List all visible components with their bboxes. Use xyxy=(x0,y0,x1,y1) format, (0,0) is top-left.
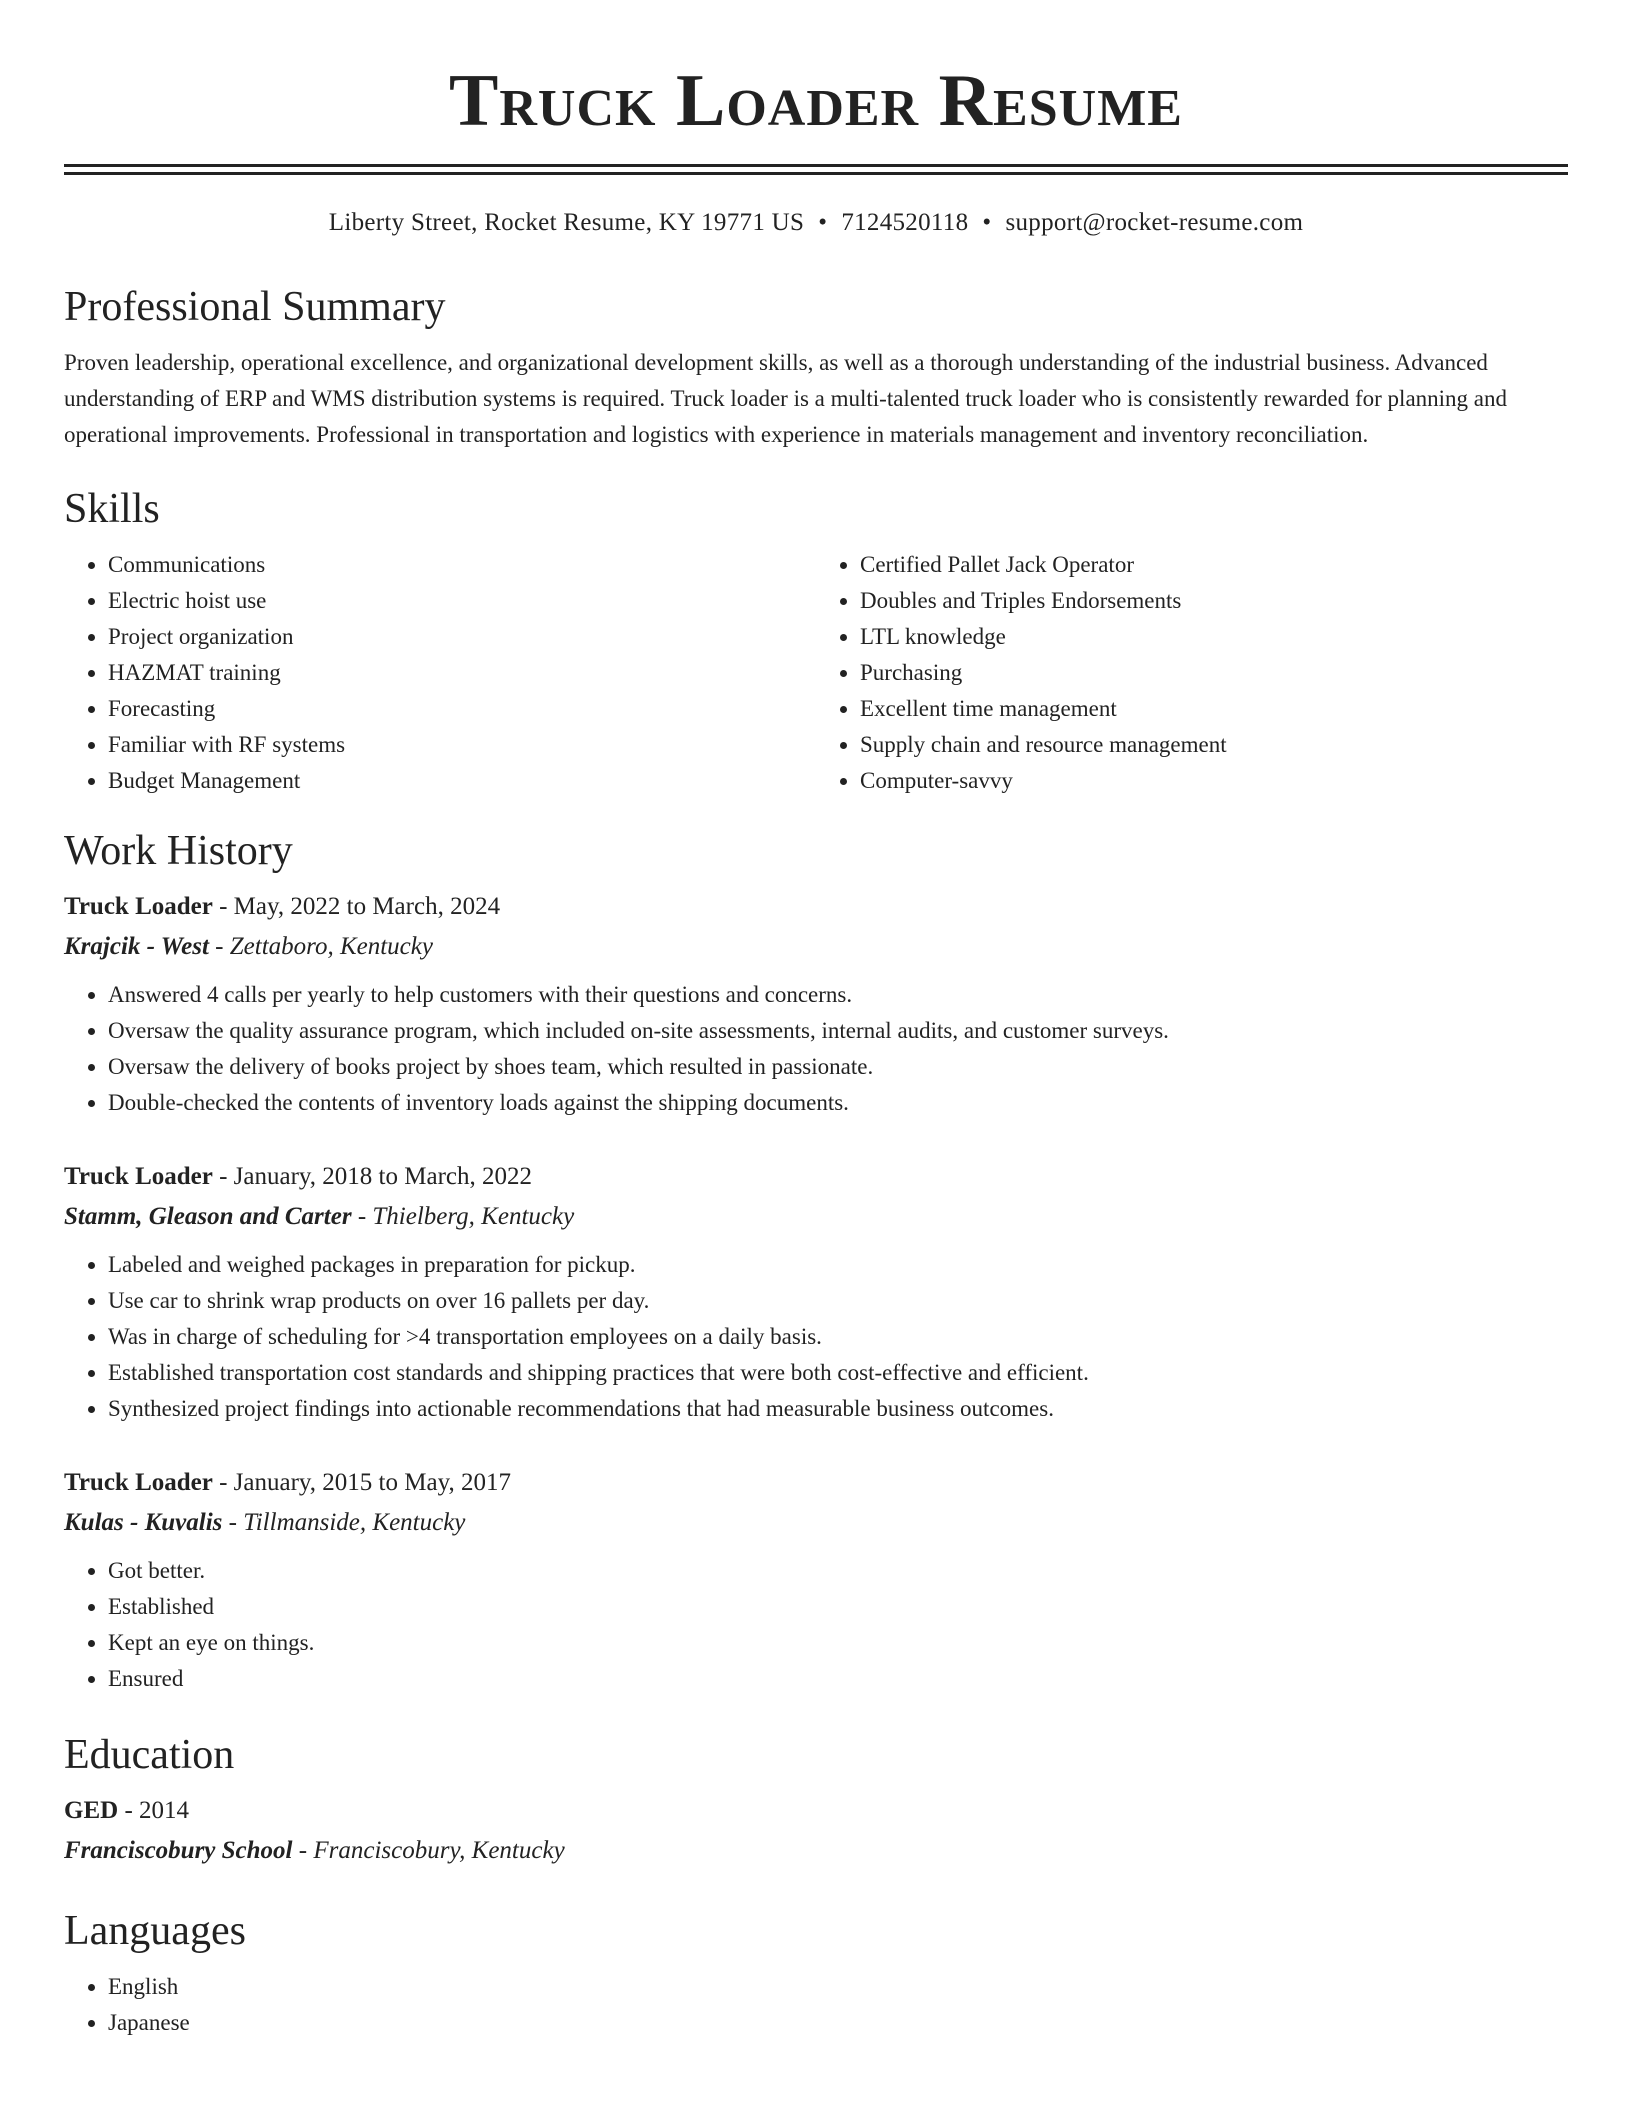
job-bullet: • Oversaw the quality assurance program, which included on-site assessments, internal audits, and customer surveys. xyxy=(108,1013,1568,1049)
job-bullet: • Synthesized project findings into actionable recommendations that had measurable business outcomes. xyxy=(108,1391,1568,1427)
skill-item: • Purchasing xyxy=(860,655,1568,691)
job-dates: January, 2015 to May, 2017 xyxy=(233,1469,511,1496)
job-bullets xyxy=(64,977,1568,1121)
job-bullet: • Was in charge of scheduling for >4 transportation employees on a daily basis. xyxy=(108,1319,1568,1355)
job-company: Stamm, Gleason and Carter xyxy=(64,1203,352,1230)
job-bullet: • Established xyxy=(108,1589,1568,1625)
skills-list-left xyxy=(64,547,816,799)
job-bullet: • Got better. xyxy=(108,1553,1568,1589)
job-company-line: Krajcik - West - Zettaboro, Kentucky xyxy=(64,933,433,960)
skills-grid xyxy=(64,547,1568,799)
contact-line xyxy=(64,207,1568,239)
languages-list xyxy=(64,1969,1568,2041)
job-title: Truck Loader xyxy=(64,1469,213,1496)
skill-item: • Computer-savvy xyxy=(860,763,1568,799)
job-entry xyxy=(64,887,1568,1121)
job-title-line: Truck Loader - January, 2018 to March, 2022 xyxy=(64,1163,532,1190)
skill-item: • Forecasting xyxy=(108,691,816,727)
job-bullet: • Oversaw the delivery of books project by shoes team, which resulted in passionate. xyxy=(108,1049,1568,1085)
job-dates: January, 2018 to March, 2022 xyxy=(233,1163,532,1190)
education-school-line: Franciscobury School - Franciscobury, Kentucky xyxy=(64,1837,565,1864)
summary-text: Proven leadership, operational excellence, and organizational development skills, as well as a thorough understanding of the industrial business. Advanced understanding of ERP and WMS distribution systems is required. Truck loader is a multi-talented truck loader who is consistently rewarded for planning and operational improvements. Professional in transportation and logistics with experience in materials management and inventory reconciliation. xyxy=(64,350,1508,447)
job-company: Kulas - Kuvalis xyxy=(64,1509,223,1536)
summary-heading: Professional Summary xyxy=(64,284,446,330)
job-company-line: Kulas - Kuvalis - Tillmanside, Kentucky xyxy=(64,1509,466,1536)
resume-title: Truck Loader Resume xyxy=(449,60,1183,142)
skill-item: • Budget Management xyxy=(108,763,816,799)
job-bullets xyxy=(64,1553,1568,1697)
job-bullet: • Use car to shrink wrap products on over 16 pallets per day. xyxy=(108,1283,1568,1319)
job-bullet: • Labeled and weighed packages in preparation for pickup. xyxy=(108,1247,1568,1283)
title-double-rule xyxy=(64,164,1568,175)
job-dates: May, 2022 to March, 2024 xyxy=(233,893,501,920)
education-school: Franciscobury School xyxy=(64,1837,293,1864)
job-title-line: Truck Loader - January, 2015 to May, 2017 xyxy=(64,1469,511,1496)
skill-item: • Certified Pallet Jack Operator xyxy=(860,547,1568,583)
education-degree: GED xyxy=(64,1797,119,1824)
skill-item: • Excellent time management xyxy=(860,691,1568,727)
job-location: Thielberg, Kentucky xyxy=(372,1203,575,1230)
contact-email: support@rocket-resume.com xyxy=(1005,209,1304,236)
contact-separator: • xyxy=(982,209,992,236)
language-item: • English xyxy=(108,1969,1568,2005)
job-title: Truck Loader xyxy=(64,1163,213,1190)
job-company-line: Stamm, Gleason and Carter - Thielberg, Kentucky xyxy=(64,1203,575,1230)
skill-item: • HAZMAT training xyxy=(108,655,816,691)
job-bullet: • Double-checked the contents of inventory loads against the shipping documents. xyxy=(108,1085,1568,1121)
job-bullet: • Established transportation cost standards and shipping practices that were both cost-effective and efficient. xyxy=(108,1355,1568,1391)
contact-separator: • xyxy=(818,209,828,236)
job-entry xyxy=(64,1157,1568,1427)
education-heading: Education xyxy=(64,1732,235,1778)
work-history-heading: Work History xyxy=(64,828,293,874)
education-year: 2014 xyxy=(139,1797,190,1824)
education-degree-line: GED - 2014 xyxy=(64,1797,190,1824)
skill-item: • LTL knowledge xyxy=(860,619,1568,655)
languages-heading: Languages xyxy=(64,1908,246,1954)
job-location: Zettaboro, Kentucky xyxy=(229,933,433,960)
language-item: • Japanese xyxy=(108,2005,1568,2041)
skills-heading: Skills xyxy=(64,486,160,532)
skill-item: • Communications xyxy=(108,547,816,583)
contact-address: Liberty Street, Rocket Resume, KY 19771 US xyxy=(328,209,805,236)
education-location: Franciscobury, Kentucky xyxy=(313,1837,565,1864)
contact-phone: 7124520118 xyxy=(841,209,969,236)
job-location: Tillmanside, Kentucky xyxy=(243,1509,466,1536)
job-title: Truck Loader xyxy=(64,893,213,920)
job-bullet: • Answered 4 calls per yearly to help customers with their questions and concerns. xyxy=(108,977,1568,1013)
skills-list-right xyxy=(816,547,1568,799)
skill-item: • Familiar with RF systems xyxy=(108,727,816,763)
job-company: Krajcik - West xyxy=(64,933,209,960)
job-bullet: • Ensured xyxy=(108,1661,1568,1697)
skill-item: • Supply chain and resource management xyxy=(860,727,1568,763)
skill-item: • Doubles and Triples Endorsements xyxy=(860,583,1568,619)
job-entry xyxy=(64,1463,1568,1697)
job-title-line: Truck Loader - May, 2022 to March, 2024 xyxy=(64,893,501,920)
skill-item: • Project organization xyxy=(108,619,816,655)
job-bullet: • Kept an eye on things. xyxy=(108,1625,1568,1661)
skill-item: • Electric hoist use xyxy=(108,583,816,619)
job-bullets xyxy=(64,1247,1568,1427)
education-entry xyxy=(64,1791,1568,1871)
